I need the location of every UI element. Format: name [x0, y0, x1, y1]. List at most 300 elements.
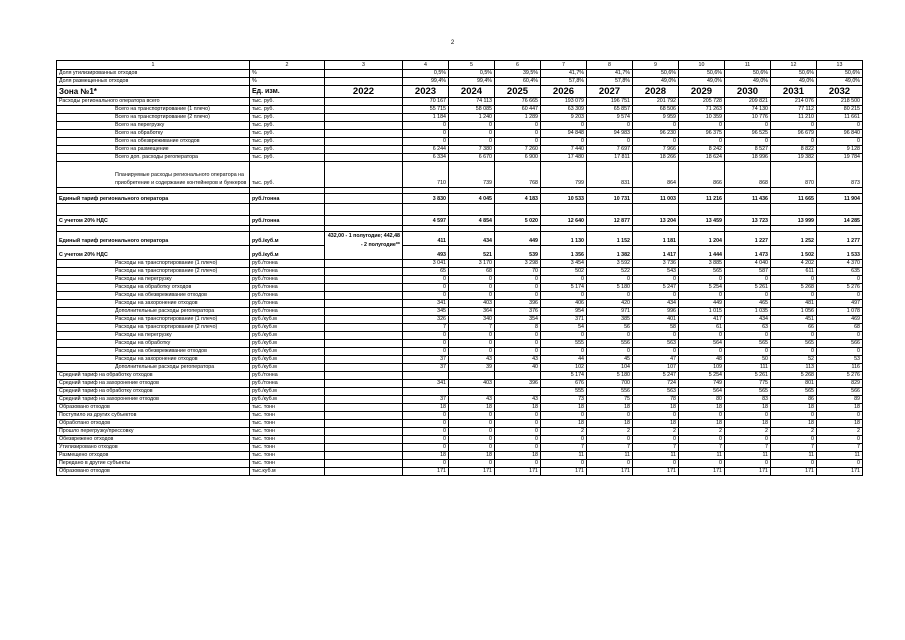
row-label: Расходы на транспортирование (2 плечо): [57, 268, 250, 276]
row-unit: руб./тонна: [250, 284, 325, 292]
year-value: 0: [679, 122, 725, 130]
year-value: 49,0%: [725, 78, 771, 86]
year-value: 18: [495, 404, 541, 412]
year-value: 0: [817, 436, 863, 444]
year-value: 43: [495, 356, 541, 364]
row-unit: руб./куб.м: [250, 316, 325, 324]
year-value: 0: [817, 348, 863, 356]
row-unit: %: [250, 70, 325, 78]
year-value: 1 289: [495, 114, 541, 122]
year-value: 0: [541, 292, 587, 300]
year-value: 0: [817, 412, 863, 420]
row-label: Расходы на захоронение отходов: [57, 300, 250, 308]
year-value: 7: [679, 444, 725, 452]
year-value: 1 444: [679, 246, 725, 260]
year-value: 1 015: [679, 308, 725, 316]
year-value: 0: [771, 138, 817, 146]
year-value: 564: [679, 340, 725, 348]
table-row: [57, 78, 863, 86]
row-unit: руб./куб.м: [250, 348, 325, 356]
column-number: 10: [679, 61, 725, 70]
year-value: 18: [449, 452, 495, 460]
year-value: 13 204: [633, 216, 679, 226]
year-value: 5 254: [679, 372, 725, 380]
row-unit: тыс. тонн: [250, 420, 325, 428]
year-value: 47: [633, 356, 679, 364]
year-value: 50,6%: [771, 70, 817, 78]
year-value: 96 230: [633, 130, 679, 138]
year-header: 2029: [679, 86, 725, 98]
base-year-value: [325, 444, 403, 452]
base-year-value: [325, 388, 403, 396]
year-value: 0: [725, 122, 771, 130]
year-value: 829: [817, 380, 863, 388]
table-row: [57, 70, 863, 78]
year-value: 45: [587, 356, 633, 364]
year-value: 0: [495, 428, 541, 436]
base-year-value: [325, 404, 403, 412]
row-unit: тыс. руб.: [250, 98, 325, 106]
year-value: 1 184: [403, 114, 449, 122]
year-value: 37: [403, 356, 449, 364]
year-value: 799: [541, 162, 587, 188]
year-value: 196 751: [587, 98, 633, 106]
year-value: 60 447: [495, 106, 541, 114]
year-value: 2: [587, 428, 633, 436]
row-label: Прошло перегрузку/прессовку: [57, 428, 250, 436]
row-label: Размещено отходов: [57, 452, 250, 460]
year-value: 0: [633, 332, 679, 340]
year-value: 65: [403, 268, 449, 276]
base-year-value: [325, 420, 403, 428]
year-value: 40: [495, 364, 541, 372]
row-label: Расходы на транспортирование (1 плечо): [57, 260, 250, 268]
year-value: 341: [403, 380, 449, 388]
year-value: 587: [725, 268, 771, 276]
table-row: [57, 122, 863, 130]
base-year-value: [325, 162, 403, 188]
base-year-value: [325, 364, 403, 372]
year-value: 171: [725, 468, 771, 476]
table-row: [57, 216, 863, 226]
year-value: 0: [587, 138, 633, 146]
year-value: 521: [449, 246, 495, 260]
row-label: Доля размещенных отходов: [57, 78, 250, 86]
year-value: 565: [725, 340, 771, 348]
year-value: 406: [541, 300, 587, 308]
table-row: [57, 380, 863, 388]
year-value: 1 204: [679, 232, 725, 246]
year-value: 57,8%: [587, 78, 633, 86]
year-value: 77 112: [771, 106, 817, 114]
row-unit: руб./тонна: [250, 276, 325, 284]
year-value: [495, 388, 541, 396]
year-value: 171: [449, 468, 495, 476]
year-value: 0: [633, 292, 679, 300]
year-value: 396: [495, 380, 541, 388]
year-value: 565: [771, 340, 817, 348]
year-value: 0: [449, 444, 495, 452]
base-year-value: [325, 98, 403, 106]
year-value: 50,6%: [725, 70, 771, 78]
year-value: 345: [403, 308, 449, 316]
year-value: 1 035: [725, 308, 771, 316]
year-value: 18: [403, 452, 449, 460]
year-value: 0: [449, 340, 495, 348]
empty-cell: [817, 204, 863, 216]
row-unit: руб./куб.м: [250, 388, 325, 396]
year-value: 566: [817, 340, 863, 348]
empty-cell: [633, 204, 679, 216]
year-value: 0: [495, 420, 541, 428]
year-value: 700: [587, 380, 633, 388]
year-value: 0: [403, 348, 449, 356]
year-value: 113: [771, 364, 817, 372]
year-value: 13 459: [679, 216, 725, 226]
year-value: 7 440: [541, 146, 587, 154]
year-value: 556: [587, 340, 633, 348]
year-value: 96 840: [817, 130, 863, 138]
row-label: Единый тариф регионального оператора: [57, 232, 250, 246]
year-value: 0: [495, 444, 541, 452]
column-number: 6: [495, 61, 541, 70]
year-value: 6 244: [403, 146, 449, 154]
base-year-value: [325, 114, 403, 122]
base-year-value: [325, 316, 403, 324]
year-value: 9 574: [587, 114, 633, 122]
year-value: 2: [725, 428, 771, 436]
year-value: 0: [771, 412, 817, 420]
year-value: 6 670: [449, 154, 495, 162]
empty-cell: [449, 204, 495, 216]
year-value: 417: [679, 316, 725, 324]
table-row: [57, 348, 863, 356]
year-value: 0: [495, 130, 541, 138]
year-value: 18: [633, 404, 679, 412]
empty-cell: [679, 204, 725, 216]
year-header: 2030: [725, 86, 771, 98]
year-value: 49,0%: [679, 78, 725, 86]
column-number: 1: [57, 61, 250, 70]
year-value: 41,7%: [587, 70, 633, 78]
year-value: 193 079: [541, 98, 587, 106]
year-value: 10 359: [679, 114, 725, 122]
year-value: 0: [495, 122, 541, 130]
row-label: Всего доп. расходы регоператора: [57, 154, 250, 162]
year-value: 4 854: [449, 216, 495, 226]
year-value: 107: [633, 364, 679, 372]
year-value: 19 382: [771, 154, 817, 162]
year-value: 563: [633, 340, 679, 348]
year-value: 954: [541, 308, 587, 316]
year-value: 0: [403, 340, 449, 348]
year-value: 2: [679, 428, 725, 436]
year-header: 2022: [325, 86, 403, 98]
year-value: 868: [725, 162, 771, 188]
year-value: 0: [449, 122, 495, 130]
page-number: 2: [450, 40, 455, 46]
year-value: 18: [587, 420, 633, 428]
year-value: 0: [495, 348, 541, 356]
table-row: [57, 420, 863, 428]
half-year-tariff-note: 432,00 - 1 полугодие; 442,48 - 2 полугодие**: [325, 232, 403, 260]
year-value: 14 285: [817, 216, 863, 226]
year-value: 57,8%: [541, 78, 587, 86]
year-value: 434: [633, 300, 679, 308]
empty-cell: [403, 204, 449, 216]
year-value: 11 904: [817, 194, 863, 204]
year-value: 8 242: [679, 146, 725, 154]
year-value: 341: [403, 300, 449, 308]
year-value: 0: [817, 122, 863, 130]
year-value: 209 821: [725, 98, 771, 106]
year-value: 17 811: [587, 154, 633, 162]
year-value: 1 382: [587, 246, 633, 260]
year-value: 0: [403, 276, 449, 284]
year-value: 354: [495, 316, 541, 324]
year-value: 0: [495, 332, 541, 340]
year-value: 70 167: [403, 98, 449, 106]
year-value: 556: [587, 388, 633, 396]
year-value: 4 040: [725, 260, 771, 268]
year-value: 52: [771, 356, 817, 364]
year-value: 1 417: [633, 246, 679, 260]
table-row: [57, 138, 863, 146]
year-value: 18: [771, 420, 817, 428]
year-value: 0: [449, 436, 495, 444]
year-value: 4 370: [817, 260, 863, 268]
table-row: [57, 444, 863, 452]
year-value: 0: [541, 412, 587, 420]
year-value: 0: [403, 130, 449, 138]
year-value: 18: [541, 420, 587, 428]
row-unit: тыс. тонн: [250, 444, 325, 452]
year-value: 60,4%: [495, 78, 541, 86]
base-year-value: [325, 356, 403, 364]
year-value: 10 776: [725, 114, 771, 122]
table-row: [57, 428, 863, 436]
year-value: 18: [403, 404, 449, 412]
table-row: [57, 276, 863, 284]
base-year-value: [325, 348, 403, 356]
year-value: 1 277: [817, 232, 863, 246]
year-header: 2025: [495, 86, 541, 98]
year-value: 0: [817, 460, 863, 468]
table-row: [57, 468, 863, 476]
year-value: 63 309: [541, 106, 587, 114]
row-label: Расходы на обработку: [57, 340, 250, 348]
row-unit: тыс. тонн: [250, 412, 325, 420]
row-unit: руб./куб.м: [250, 356, 325, 364]
year-value: 724: [633, 380, 679, 388]
year-value: 18: [817, 404, 863, 412]
year-value: 37: [403, 364, 449, 372]
year-value: 68: [817, 324, 863, 332]
table-row: [57, 98, 863, 106]
year-value: 0: [817, 138, 863, 146]
year-value: 7 380: [449, 146, 495, 154]
empty-cell: [57, 204, 250, 216]
year-value: 11 665: [771, 194, 817, 204]
year-value: 434: [449, 232, 495, 246]
row-unit: тыс. руб.: [250, 154, 325, 162]
year-value: 831: [587, 162, 633, 188]
year-value: 0: [771, 436, 817, 444]
year-value: 0: [771, 460, 817, 468]
year-value: 80 215: [817, 106, 863, 114]
year-value: 7 697: [587, 146, 633, 154]
year-value: 0: [587, 460, 633, 468]
year-value: 66: [771, 324, 817, 332]
year-value: 749: [679, 380, 725, 388]
year-header: 2024: [449, 86, 495, 98]
year-value: 7: [725, 444, 771, 452]
year-value: 870: [771, 162, 817, 188]
year-value: 96 679: [771, 130, 817, 138]
year-value: 70: [495, 268, 541, 276]
row-unit: тыс. тонн: [250, 404, 325, 412]
year-value: 7: [587, 444, 633, 452]
year-value: 451: [771, 316, 817, 324]
year-value: 7: [633, 444, 679, 452]
base-year-value: [325, 70, 403, 78]
row-label: Расходы на обезвреживание отходов: [57, 292, 250, 300]
year-value: 10 533: [541, 194, 587, 204]
column-number: 8: [587, 61, 633, 70]
year-value: 0: [403, 460, 449, 468]
year-value: 1 056: [771, 308, 817, 316]
year-value: 4 183: [495, 194, 541, 204]
row-label: Образовано отходов: [57, 404, 250, 412]
year-value: 74 130: [725, 106, 771, 114]
base-year-value: [325, 332, 403, 340]
table-body: [57, 61, 863, 476]
row-label: Планируемые расходы регионального оператора на приобретение и содержание контейнеров и бункеров: [57, 162, 250, 188]
year-value: 37: [403, 396, 449, 404]
base-year-value: [325, 380, 403, 388]
empty-cell: [771, 204, 817, 216]
year-value: 11 210: [771, 114, 817, 122]
year-value: 49,0%: [633, 78, 679, 86]
row-label: Средний тариф на захоронение отходов: [57, 396, 250, 404]
row-label: Передано в другие субъекты: [57, 460, 250, 468]
table-row: [57, 340, 863, 348]
row-unit: тыс. руб.: [250, 162, 325, 188]
row-label: Единый тариф регионального оператора: [57, 194, 250, 204]
year-value: 5 247: [633, 372, 679, 380]
row-label: Дополнительные расходы регоператора: [57, 308, 250, 316]
year-value: 18: [725, 404, 771, 412]
year-value: 39,5%: [495, 70, 541, 78]
year-value: 5 180: [587, 284, 633, 292]
year-value: 0: [449, 332, 495, 340]
year-value: 0: [541, 460, 587, 468]
year-value: 104: [587, 364, 633, 372]
row-unit: руб./куб.м: [250, 364, 325, 372]
year-value: 481: [771, 300, 817, 308]
year-value: 411: [403, 232, 449, 246]
year-value: 0: [449, 460, 495, 468]
year-value: 0: [449, 428, 495, 436]
year-value: 18: [771, 404, 817, 412]
row-unit: руб./тонна: [250, 292, 325, 300]
year-value: 18 624: [679, 154, 725, 162]
year-value: 364: [449, 308, 495, 316]
year-value: 0: [449, 276, 495, 284]
year-value: 0: [587, 276, 633, 284]
empty-cell: [587, 204, 633, 216]
base-year-value: [325, 436, 403, 444]
row-unit: руб./тонна: [250, 380, 325, 388]
year-value: 43: [495, 396, 541, 404]
column-number: 11: [725, 61, 771, 70]
column-number: 5: [449, 61, 495, 70]
row-label: Расходы на захоронение отходов: [57, 356, 250, 364]
year-value: 1 227: [725, 232, 771, 246]
row-label: Расходы на обезвреживание отходов: [57, 348, 250, 356]
table-row: [57, 300, 863, 308]
year-value: 11: [541, 452, 587, 460]
year-value: 11: [587, 452, 633, 460]
year-value: 9 128: [817, 146, 863, 154]
year-value: 3 454: [541, 260, 587, 268]
row-unit: руб./тонна: [250, 372, 325, 380]
row-unit: руб./тонна: [250, 300, 325, 308]
year-value: 0,5%: [449, 70, 495, 78]
year-value: 50,6%: [633, 70, 679, 78]
table-row: [57, 194, 863, 204]
year-value: 75: [587, 396, 633, 404]
year-value: 0: [449, 412, 495, 420]
year-value: 0,5%: [403, 70, 449, 78]
year-value: 971: [587, 308, 633, 316]
year-value: 5 020: [495, 216, 541, 226]
row-unit: тыс. тонн: [250, 428, 325, 436]
year-value: 866: [679, 162, 725, 188]
base-year-value: [325, 372, 403, 380]
year-value: 5 276: [817, 372, 863, 380]
row-label: Расходы на перегрузку: [57, 332, 250, 340]
table-row: [57, 284, 863, 292]
year-header: 2028: [633, 86, 679, 98]
year-value: 0: [725, 332, 771, 340]
table-row: [57, 246, 863, 260]
year-value: 0: [541, 332, 587, 340]
row-unit: тыс. руб.: [250, 114, 325, 122]
base-year-value: [325, 146, 403, 154]
year-value: 0: [725, 436, 771, 444]
year-value: 80: [679, 396, 725, 404]
year-value: 68: [449, 268, 495, 276]
year-value: 11: [633, 452, 679, 460]
year-value: 53: [817, 356, 863, 364]
column-number: 9: [633, 61, 679, 70]
year-value: 502: [541, 268, 587, 276]
year-value: 0: [403, 420, 449, 428]
year-value: 171: [679, 468, 725, 476]
year-value: [449, 372, 495, 380]
row-label: Средний тариф на захоронение отходов: [57, 380, 250, 388]
year-value: 18 996: [725, 154, 771, 162]
table-row: [57, 396, 863, 404]
year-value: 0: [817, 332, 863, 340]
row-unit: руб./тонна: [250, 194, 325, 204]
year-value: 3 592: [587, 260, 633, 268]
row-unit: руб./куб.м: [250, 340, 325, 348]
table-row: [57, 332, 863, 340]
column-number: 4: [403, 61, 449, 70]
year-value: 11: [679, 452, 725, 460]
